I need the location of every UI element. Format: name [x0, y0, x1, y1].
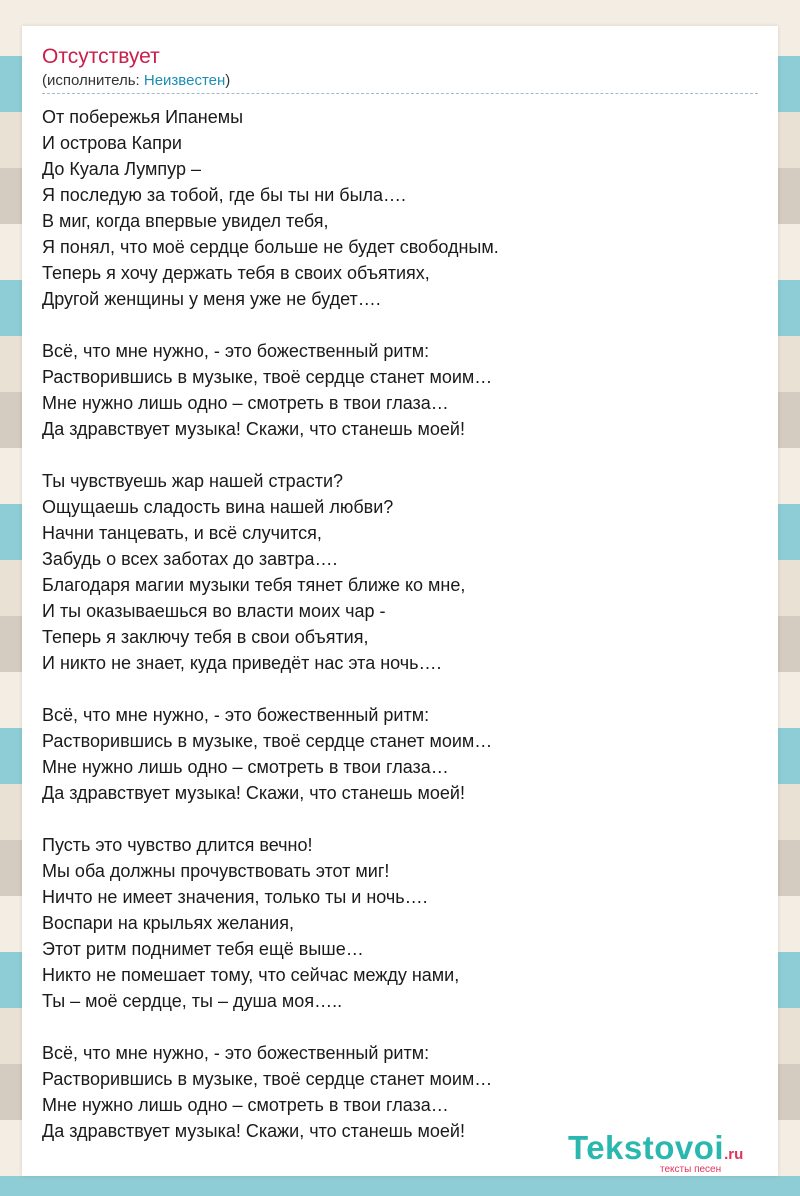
- lyric-line: И ты оказываешься во власти моих чар -: [42, 601, 386, 621]
- lyric-line: Благодаря магии музыки тебя тянет ближе ко мне,: [42, 575, 466, 595]
- lyrics-body: [42, 104, 758, 1144]
- stanza-gap: [42, 676, 758, 702]
- artist-prefix: (исполнитель:: [42, 72, 144, 89]
- lyric-line: Мне нужно лишь одно – смотреть в твои глаза…: [42, 757, 449, 777]
- stanza-gap: [42, 312, 758, 338]
- stanza-gap: [42, 442, 758, 468]
- logo-tagline: тексты песен: [660, 1164, 722, 1175]
- lyric-line: Забудь о всех заботах до завтра….: [42, 549, 338, 569]
- artist-link[interactable]: Неизвестен: [143, 72, 226, 89]
- lyric-line: Я понял, что моё сердце больше не будет свободным.: [42, 237, 499, 257]
- lyric-line: От побережья Ипанемы: [42, 107, 244, 127]
- lyric-line: Мы оба должны прочувствовать этот миг!: [42, 861, 390, 881]
- lyric-line: Растворившись в музыке, твоё сердце станет моим…: [42, 1069, 493, 1089]
- lyric-line: В миг, когда впервые увидел тебя,: [42, 211, 329, 231]
- lyric-line: Всё, что мне нужно, - это божественный ритм:: [42, 341, 430, 361]
- lyric-line: И никто не знает, куда приведёт нас эта ночь….: [42, 653, 442, 673]
- lyric-line: Растворившись в музыке, твоё сердце станет моим…: [42, 731, 493, 751]
- stanza-gap: [42, 806, 758, 832]
- lyric-line: Ничто не имеет значения, только ты и ночь….: [42, 887, 428, 907]
- lyric-line: Мне нужно лишь одно – смотреть в твои глаза…: [42, 393, 449, 413]
- lyric-line: Начни танцевать, и всё случится,: [42, 523, 322, 543]
- lyric-line: Теперь я заключу тебя в свои объятия,: [42, 627, 369, 647]
- lyric-line: Воспари на крыльях желания,: [42, 913, 294, 933]
- lyric-line: Всё, что мне нужно, - это божественный ритм:: [42, 705, 430, 725]
- lyrics-card: [22, 26, 778, 1176]
- lyric-line: Да здравствует музыка! Скажи, что станешь моей!: [42, 419, 465, 439]
- lyric-line: Другой женщины у меня уже не будет….: [42, 289, 381, 309]
- logo-tld: .ru: [724, 1146, 744, 1163]
- lyric-line: Ты – моё сердце, ты – душа моя…..: [42, 991, 343, 1011]
- lyric-line: Всё, что мне нужно, - это божественный ритм:: [42, 1043, 430, 1063]
- lyric-line: Пусть это чувство длится вечно!: [42, 835, 313, 855]
- site-logo: [568, 1128, 778, 1184]
- lyric-line: Ощущаешь сладость вина нашей любви?: [42, 497, 394, 517]
- lyric-line: Я последую за тобой, где бы ты ни была….: [42, 185, 407, 205]
- lyric-line: Мне нужно лишь одно – смотреть в твои глаза…: [42, 1095, 449, 1115]
- lyric-line: Растворившись в музыке, твоё сердце станет моим…: [42, 367, 493, 387]
- artist-line: [42, 72, 230, 90]
- title-divider: [42, 93, 758, 94]
- lyric-line: И острова Капри: [42, 133, 182, 153]
- lyric-line: До Куала Лумпур –: [42, 159, 201, 179]
- stanza-gap: [42, 1014, 758, 1040]
- lyric-line: Ты чувствуешь жар нашей страсти?: [42, 471, 344, 491]
- lyric-line: Никто не помешает тому, что сейчас между нами,: [42, 965, 460, 985]
- lyric-line: Этот ритм поднимет тебя ещё выше…: [42, 939, 364, 959]
- artist-suffix: ): [225, 72, 231, 89]
- lyric-line: Да здравствует музыка! Скажи, что станешь моей!: [42, 1121, 465, 1141]
- lyric-line: Теперь я хочу держать тебя в своих объятиях,: [42, 263, 430, 283]
- lyric-line: Да здравствует музыка! Скажи, что станешь моей!: [42, 783, 465, 803]
- song-title: Отсутствует: [42, 45, 160, 68]
- logo-main-text: Tekstovoi: [568, 1129, 725, 1166]
